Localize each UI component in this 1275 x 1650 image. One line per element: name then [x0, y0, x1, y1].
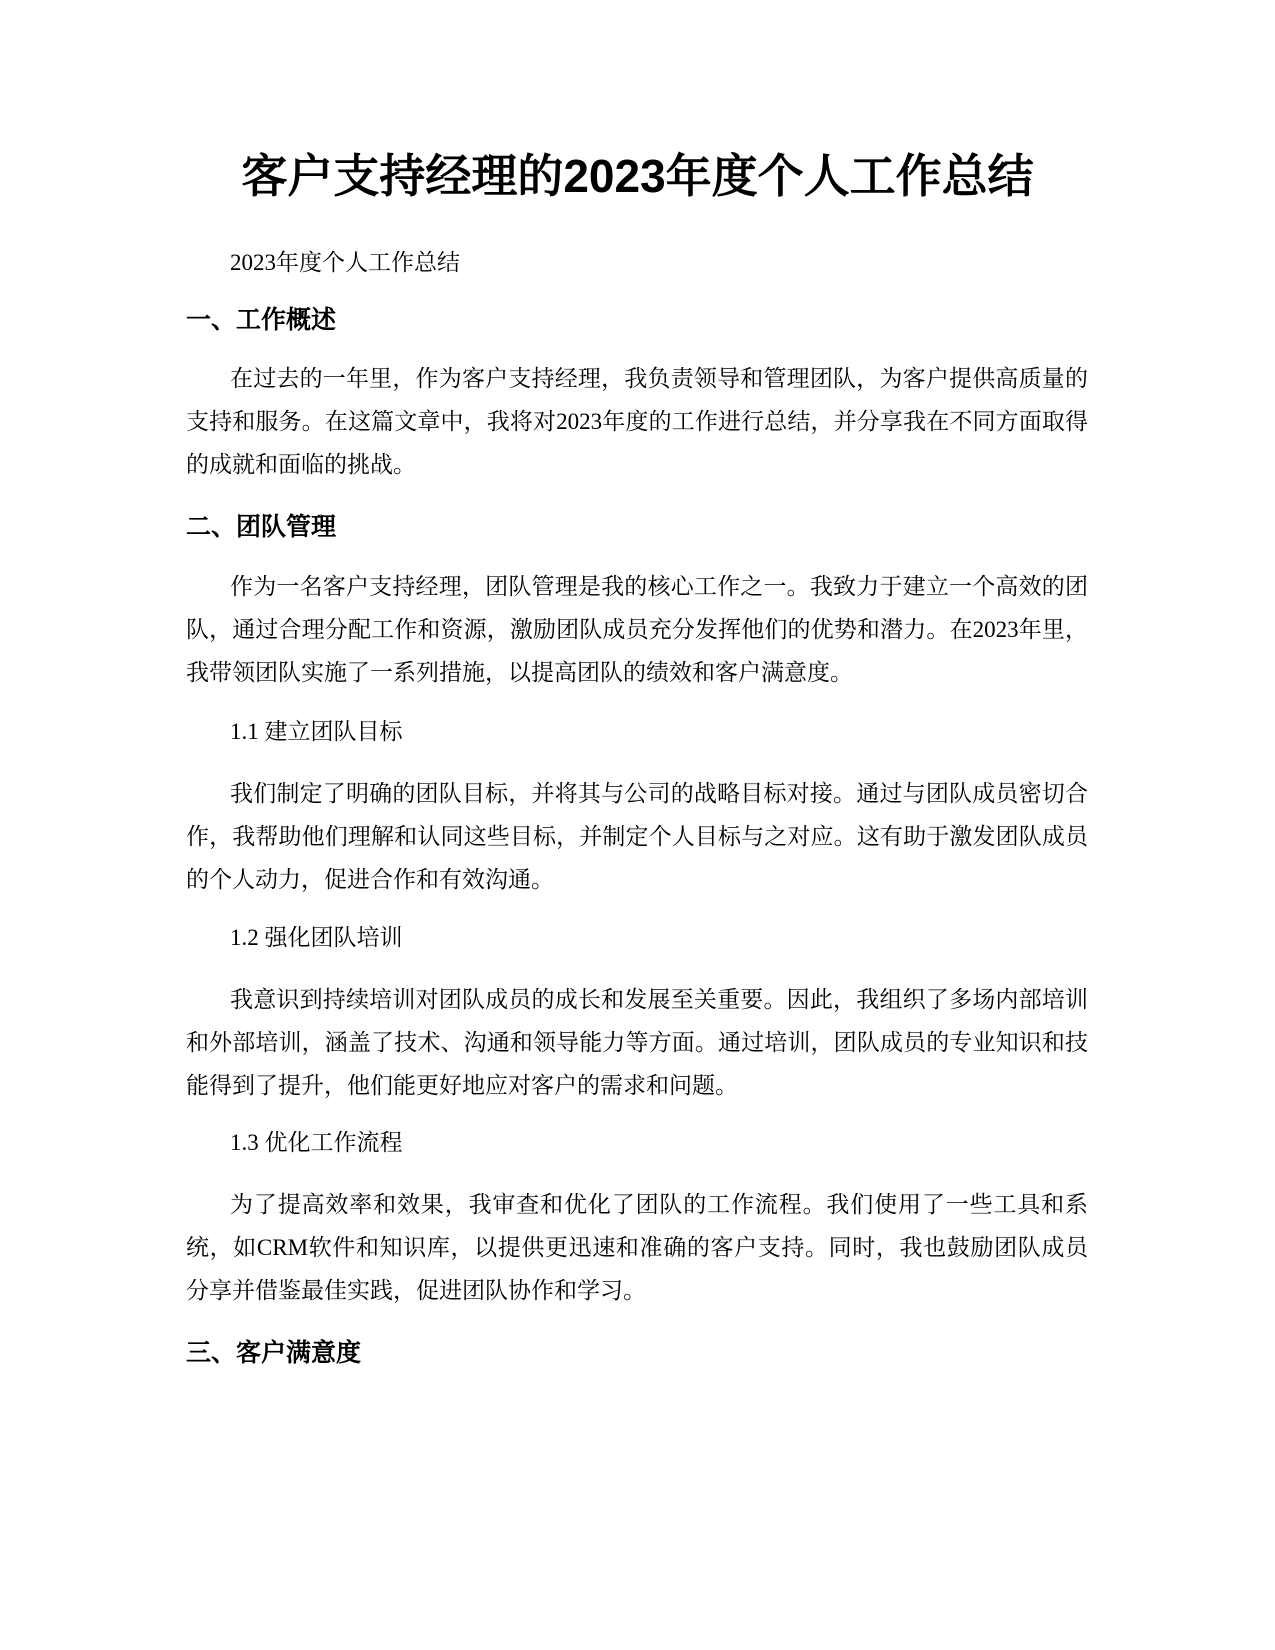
- subsection-heading-workflow: 1.3 优化工作流程: [230, 1130, 403, 1155]
- team-goals-paragraph: 我们制定了明确的团队目标，并将其与公司的战略目标对接。通过与团队成员密切合作，我帮助他们理解和认同这些目标，并制定个人目标与之对应。这有助于激发团队成员的个人动力，促进合作和有效沟通。: [186, 781, 1088, 892]
- section-heading-overview: 一、工作概述: [186, 306, 337, 334]
- section-heading-customer-satisfaction: 三、客户满意度: [186, 1339, 362, 1367]
- team-training-paragraph: 我意识到持续培训对团队成员的成长和发展至关重要。因此，我组织了多场内部培训和外部培训，涵盖了技术、沟通和领导能力等方面。通过培训，团队成员的专业知识和技能得到了提升，他们能更好地应对客户的需求和问题。: [186, 987, 1088, 1098]
- document-title: 客户支持经理的2023年度个人工作总结: [241, 150, 1034, 202]
- overview-paragraph: 在过去的一年里，作为客户支持经理，我负责领导和管理团队，为客户提供高质量的支持和服务。在这篇文章中，我将对2023年度的工作进行总结，并分享我在不同方面取得的成就和面临的挑战。: [186, 366, 1088, 477]
- subsection-heading-team-goals: 1.1 建立团队目标: [230, 719, 403, 744]
- workflow-paragraph: 为了提高效率和效果，我审查和优化了团队的工作流程。我们使用了一些工具和系统，如CRM软件和知识库，以提供更迅速和准确的客户支持。同时，我也鼓励团队成员分享并借鉴最佳实践，促进团队协作和学习。: [186, 1192, 1088, 1303]
- section-heading-team-management: 二、团队管理: [186, 513, 337, 541]
- team-management-paragraph: 作为一名客户支持经理，团队管理是我的核心工作之一。我致力于建立一个高效的团队，通过合理分配工作和资源，激励团队成员充分发挥他们的优势和潜力。在2023年里，我带领团队实施了一系列措施，以提高团队的绩效和客户满意度。: [186, 574, 1088, 685]
- document-subtitle: 2023年度个人工作总结: [230, 250, 460, 275]
- subsection-heading-team-training: 1.2 强化团队培训: [230, 925, 403, 950]
